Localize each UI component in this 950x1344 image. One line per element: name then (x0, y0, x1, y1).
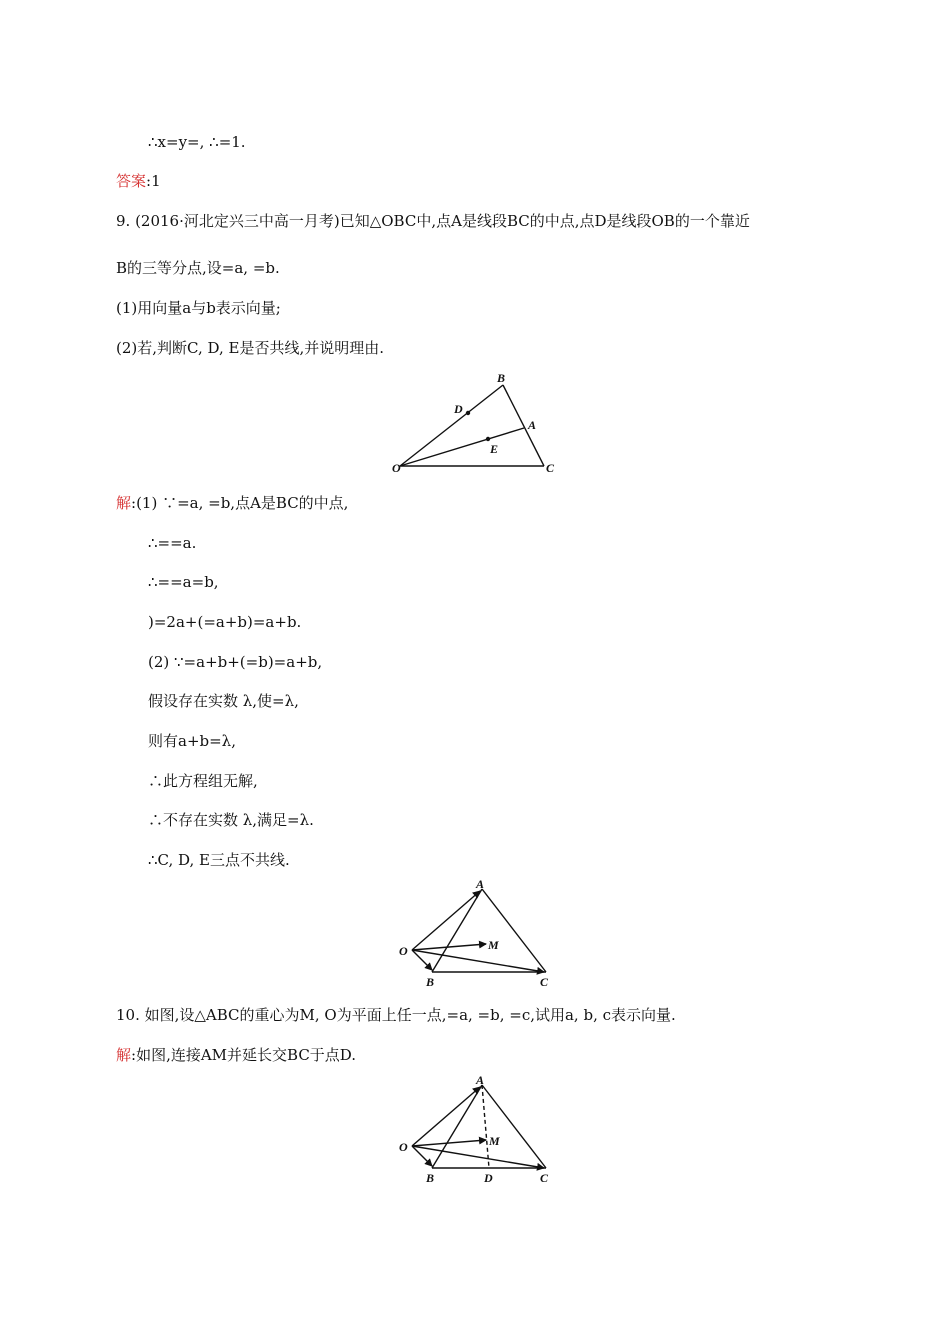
segment-oa (400, 428, 524, 466)
solution-label: 解 (116, 1046, 132, 1064)
segment-ac (482, 889, 546, 972)
label-e: E (490, 442, 499, 456)
label-o: O (399, 944, 408, 958)
segment-ab (432, 1085, 482, 1168)
vector-oa (412, 1087, 480, 1146)
label-d: D (454, 402, 463, 416)
figure-centroid-vectors (394, 876, 564, 998)
vector-oc (412, 950, 544, 972)
label-o: O (399, 1140, 408, 1154)
segment-ob (400, 385, 503, 466)
label-m: M (489, 1134, 500, 1148)
point-d (466, 411, 470, 415)
figure-centroid-median (394, 1072, 564, 1194)
label-a: A (476, 877, 485, 891)
problem-10-question: 10. 如图,设△ABC的重心为M, O为平面上任一点,=a, =b, =c,试用a, b, c表示向量. (116, 1006, 676, 1024)
problem-9-question: 9. (2016·河北定兴三中高一月考)已知△OBC中,点A是线段BC的中点,点D是线段OB的一个靠近 (116, 212, 750, 230)
label-a: A (476, 1073, 485, 1087)
solution-9-line-7: 则有a+b=λ, (148, 732, 236, 750)
segment-ac (482, 1085, 546, 1168)
segment-bc (503, 385, 544, 466)
solution-10-text: :如图,连接AM并延长交BC于点D. (131, 1046, 357, 1064)
answer-line (116, 171, 161, 191)
solution-9-line-4: )=2a+(=a+b)=a+b. (148, 613, 302, 631)
point-e (486, 437, 490, 441)
solution-9-line-1 (116, 493, 348, 513)
answer-label: 答案 (116, 172, 147, 190)
label-c: C (540, 1171, 549, 1185)
solution-9-line-8: ∴此方程组无解, (148, 772, 258, 790)
solution-9-line-9: ∴不存在实数 λ,满足=λ. (148, 811, 314, 829)
label-b: B (426, 975, 435, 989)
solution-label: 解 (116, 494, 132, 512)
solution-9-line-3: ∴==a=b, (148, 573, 219, 591)
solution-9-line-10: ∴C, D, E三点不共线. (148, 851, 290, 869)
label-a: A (528, 418, 537, 432)
segment-ab (432, 889, 482, 972)
label-c: C (540, 975, 549, 989)
problem-9-part-2: (2)若,判断C, D, E是否共线,并说明理由. (116, 339, 385, 357)
label-c: C (546, 461, 555, 475)
median-ad (482, 1085, 489, 1168)
solution-10-line-1 (116, 1045, 356, 1065)
solution-9-line-5: (2) ∵=a+b+(=b)=a+b, (148, 653, 323, 671)
label-m: M (488, 938, 499, 952)
conclusion-line: ∴x=y=, ∴=1. (148, 133, 246, 151)
label-b: B (497, 371, 506, 385)
label-b: B (426, 1171, 435, 1185)
label-d: D (484, 1171, 493, 1185)
answer-value: :1 (146, 172, 161, 190)
vector-oa (412, 891, 480, 950)
vector-oc (412, 1146, 544, 1168)
solution-9-line-6: 假设存在实数 λ,使=λ, (148, 692, 299, 710)
solution-9-text: :(1) ∵=a, =b,点A是BC的中点, (131, 494, 349, 512)
problem-9-question-cont: B的三等分点,设=a, =b. (116, 259, 280, 277)
label-o: O (392, 461, 401, 475)
figure-triangle-obc (388, 368, 568, 484)
solution-9-line-2: ∴==a. (148, 534, 197, 552)
problem-9-part-1: (1)用向量a与b表示向量; (116, 299, 281, 317)
